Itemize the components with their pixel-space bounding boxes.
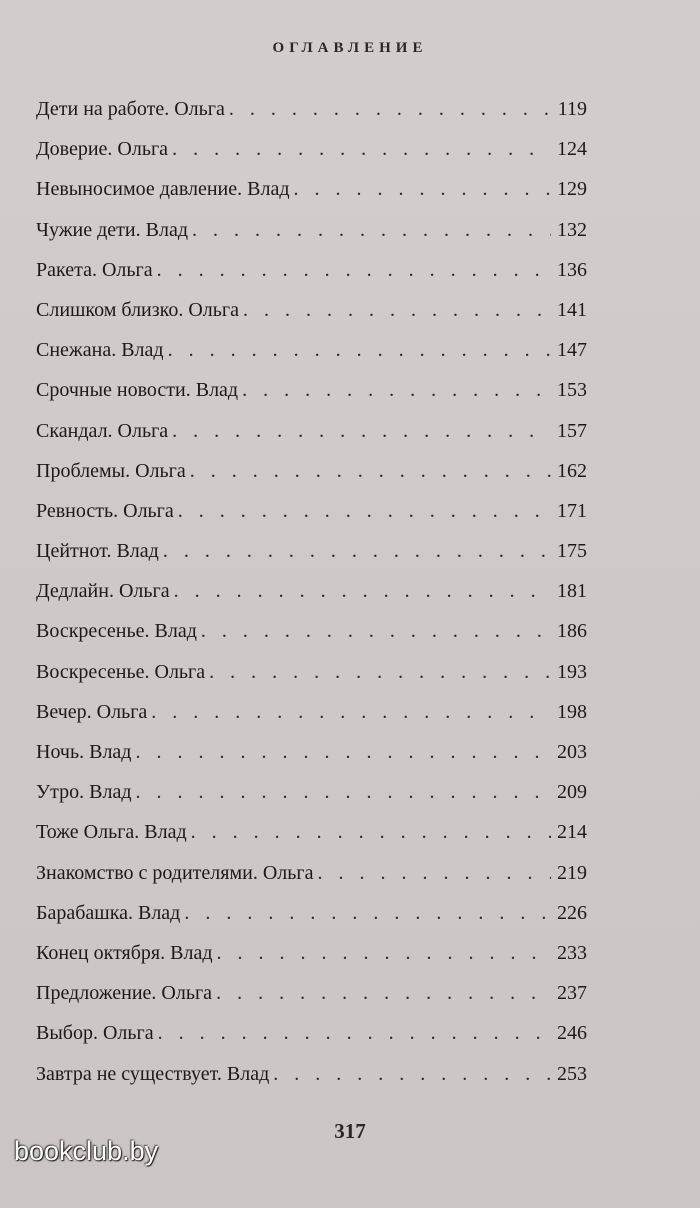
toc-leader-dots <box>294 172 551 206</box>
toc-leader-dots <box>158 1016 551 1050</box>
toc-entry-title: Дети на работе. Ольга <box>36 98 225 120</box>
toc-leader-dots <box>201 614 551 648</box>
toc-entry-page: 136 <box>557 258 587 281</box>
toc-leader-dots <box>243 293 551 327</box>
toc-entry-title: Скандал. Ольга <box>36 419 169 442</box>
toc-entry <box>36 1057 587 1097</box>
toc-entry-title: Срочные новости. Влад <box>36 379 239 402</box>
toc-entry <box>36 333 587 373</box>
toc-entry-page: 226 <box>557 901 587 924</box>
toc-entry-title: Чужие дети. Влад <box>36 218 189 241</box>
toc-leader-dots <box>151 695 551 729</box>
toc-entry-page: 181 <box>557 580 587 603</box>
toc-leader-dots <box>217 936 551 970</box>
toc-entry <box>36 1016 587 1056</box>
toc-leader-dots <box>157 253 551 287</box>
toc-leader-dots <box>178 494 551 528</box>
toc-entry-title: Воскресенье. Влад <box>36 620 197 643</box>
toc-leader-dots <box>190 454 551 488</box>
toc-entry <box>36 735 587 775</box>
site-watermark: bookclub.by <box>14 1136 159 1166</box>
toc-entry-page: 209 <box>557 781 587 804</box>
toc-entry-title: Ночь. Влад <box>36 741 132 763</box>
toc-entry-page: 119 <box>557 98 587 120</box>
toc-entry <box>36 655 587 695</box>
toc-entry-page: 175 <box>557 540 587 563</box>
toc-entry <box>36 534 587 574</box>
toc-entry-title: Предложение. Ольга <box>36 982 213 1005</box>
toc-entry-title: Доверие. Ольга <box>36 138 169 161</box>
toc-entry-page: 147 <box>557 339 587 362</box>
toc-entry-title: Невыносимое давление. Влад <box>36 178 290 201</box>
toc-entry <box>36 92 587 132</box>
toc-leader-dots <box>192 213 551 247</box>
toc-entry-title: Дедлайн. Ольга <box>36 580 170 603</box>
toc-leader-dots <box>168 333 551 367</box>
toc-entry <box>36 896 587 936</box>
toc-leader-dots <box>229 92 552 126</box>
page-number: 317 <box>334 1119 366 1143</box>
toc-entry-page: 124 <box>557 138 587 161</box>
toc-entry-title: Снежана. Влад <box>36 339 164 362</box>
toc-entry-title: Знакомство с родителями. Ольга <box>36 861 314 884</box>
toc-entry-page: 132 <box>557 218 587 241</box>
toc-leader-dots <box>242 373 551 407</box>
toc-entry-title: Слишком близко. Ольга <box>36 298 239 321</box>
toc-leader-dots <box>191 815 551 849</box>
toc-leader-dots <box>216 976 551 1010</box>
toc-entry-title: Ревность. Ольга <box>36 499 174 522</box>
toc-entry <box>36 293 587 333</box>
toc-entry <box>36 936 587 976</box>
toc-entry-title: Завтра не существует. Влад <box>36 1062 270 1085</box>
toc-entry <box>36 454 587 494</box>
toc-entry-page: 237 <box>557 982 587 1005</box>
toc-entry-page: 171 <box>557 499 587 522</box>
toc-entry-page: 153 <box>557 379 587 402</box>
page-title: ОГЛАВЛЕНИЕ <box>272 40 428 56</box>
toc-entry-page: 214 <box>557 821 587 844</box>
toc-entry-title: Воскресенье. Ольга <box>36 660 206 683</box>
toc-entry-page: 186 <box>557 620 587 643</box>
table-of-contents <box>36 92 587 1097</box>
toc-entry <box>36 494 587 534</box>
toc-leader-dots <box>209 655 551 689</box>
toc-entry-title: Вечер. Ольга <box>36 700 148 723</box>
toc-entry-page: 253 <box>557 1062 587 1085</box>
toc-entry-title: Тоже Ольга. Влад <box>36 821 187 844</box>
toc-entry-page: 198 <box>557 700 587 723</box>
toc-leader-dots <box>172 414 551 448</box>
toc-entry-page: 246 <box>557 1022 587 1045</box>
toc-entry-page: 157 <box>557 419 587 442</box>
toc-entry <box>36 172 587 212</box>
toc-entry <box>36 414 587 454</box>
toc-entry-title: Цейтнот. Влад <box>36 540 159 563</box>
toc-leader-dots <box>163 534 551 568</box>
toc-entry-page: 193 <box>557 660 587 683</box>
toc-leader-dots <box>135 735 551 769</box>
toc-entry-page: 233 <box>557 941 587 964</box>
toc-entry <box>36 373 587 413</box>
toc-entry <box>36 775 587 815</box>
toc-entry-page: 203 <box>557 741 587 763</box>
toc-leader-dots <box>184 896 551 930</box>
toc-entry <box>36 976 587 1016</box>
toc-entry-title: Утро. Влад <box>36 781 132 804</box>
toc-entry <box>36 856 587 896</box>
toc-entry <box>36 213 587 253</box>
toc-leader-dots <box>317 856 551 890</box>
toc-entry <box>36 132 587 172</box>
toc-entry-title: Ракета. Ольга <box>36 258 153 281</box>
toc-entry-title: Проблемы. Ольга <box>36 459 186 482</box>
toc-entry-page: 141 <box>557 298 587 321</box>
toc-entry-page: 129 <box>557 178 587 201</box>
toc-leader-dots <box>174 574 551 608</box>
toc-leader-dots <box>273 1057 551 1091</box>
toc-entry-title: Выбор. Ольга <box>36 1022 154 1045</box>
toc-entry-title: Конец октября. Влад <box>36 941 213 964</box>
toc-entry <box>36 815 587 855</box>
toc-entry-page: 219 <box>557 861 587 884</box>
toc-entry <box>36 253 587 293</box>
toc-entry <box>36 574 587 614</box>
toc-entry <box>36 614 587 654</box>
toc-leader-dots <box>136 775 551 809</box>
toc-entry-page: 162 <box>557 459 587 482</box>
toc-entry-title: Барабашка. Влад <box>36 901 181 924</box>
toc-leader-dots <box>172 132 551 166</box>
toc-entry <box>36 695 587 735</box>
